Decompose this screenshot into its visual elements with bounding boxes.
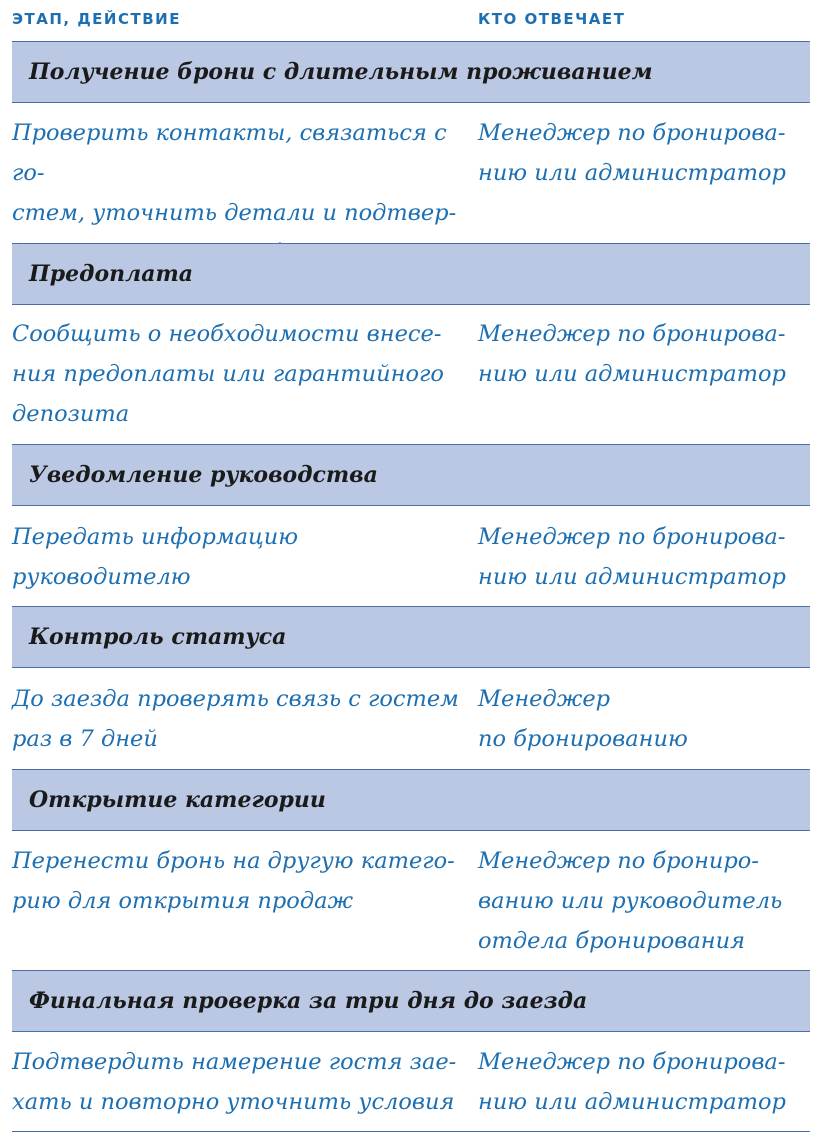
stage-action: Подтвердить намерение гостя зае- хать и повторно уточнить условия	[12, 1049, 457, 1115]
stage-title-band	[12, 41, 810, 103]
stage-action: До заезда проверять связь с гостем раз в 7 дней	[12, 686, 459, 752]
column-header-stage: ЭТАП, ДЕЙСТВИЕ	[12, 10, 181, 28]
stage-section	[12, 444, 810, 604]
table-header	[12, 0, 810, 40]
stage-title: Предоплата	[29, 261, 194, 287]
stage-title: Открытие категории	[29, 787, 326, 813]
stage-title-band	[12, 606, 810, 668]
stage-title: Получение брони с длительным проживанием	[29, 59, 653, 85]
stage-title: Уведомление руководства	[29, 462, 378, 488]
stage-action: Передать информацию руководителю	[12, 524, 299, 590]
stage-owner: Менеджер по бронированию	[478, 686, 688, 752]
stage-action: Проверить контакты, связаться с го- стем, уточнить детали и подтвер-	[12, 120, 457, 226]
stage-section	[12, 606, 810, 766]
stage-section	[12, 243, 810, 443]
stage-owner: Менеджер по брониро- ванию или руководитель отдела бронирования	[478, 848, 783, 954]
stage-section	[12, 769, 810, 969]
stage-owner: Менеджер по бронирова- нию или администратор	[478, 321, 786, 387]
column-header-owner: КТО ОТВЕЧАЕТ	[478, 10, 626, 28]
stage-section	[12, 970, 810, 1130]
stage-title-band	[12, 444, 810, 506]
stage-owner: Менеджер по бронирова- нию или администратор	[478, 1049, 786, 1115]
stage-action: Перенести бронь на другую катего- рию для открытия продаж	[12, 848, 455, 914]
stage-owner: Менеджер по бронирова- нию или администратор	[478, 120, 786, 186]
stage-title: Контроль статуса	[29, 624, 287, 650]
stage-section	[12, 41, 810, 241]
stage-title-band	[12, 243, 810, 305]
stage-owner: Менеджер по бронирова- нию или администратор	[478, 524, 786, 590]
stage-title-band	[12, 970, 810, 1032]
stage-title-band	[12, 769, 810, 831]
stage-action: Сообщить о необходимости внесе- ния предоплаты или гарантийного депозита	[12, 321, 444, 427]
table-bottom-rule	[12, 1131, 810, 1132]
stage-title: Финальная проверка за три дня до заезда	[29, 988, 588, 1014]
